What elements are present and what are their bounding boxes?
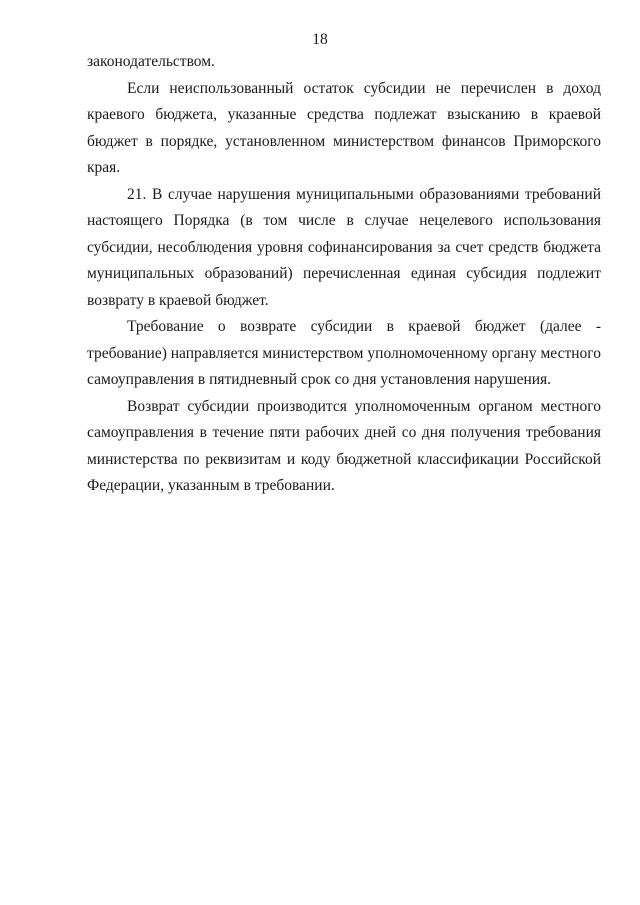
paragraph-continuation: законодательством.: [87, 53, 215, 70]
paragraph-unused-balance: Если неиспользованный остаток субсидии не перечислен в доход краевого бюджета, указанные средства подлежат взысканию в краевой бюджет в порядке, установленном министерством финансов Приморского края.: [87, 79, 601, 176]
paragraph-clause-21: 21. В случае нарушения муниципальными образованиями требований настоящего Порядка (в том числе в случае нецелевого использования субсидии, несоблюдения уровня софинансирования за счет средств бюджета муниципальных образований) перечисленная единая субсидия подлежит возврату в краевой бюджет.: [87, 185, 601, 309]
paragraph-return-demand: Требование о возврате субсидии в краевой бюджет (далее - требование) направляется министерством уполномоченному органу местного самоуправления в пятидневный срок со дня установления нарушения.: [87, 318, 601, 388]
page-number: 18: [312, 31, 328, 48]
paragraph-return-procedure: Возврат субсидии производится уполномоченным органом местного самоуправления в течение пяти рабочих дней со дня получения требования министерства по реквизитам и коду бюджетной классификации Российской Федерации, указанным в требовании.: [87, 397, 601, 494]
document-body: [87, 49, 601, 500]
